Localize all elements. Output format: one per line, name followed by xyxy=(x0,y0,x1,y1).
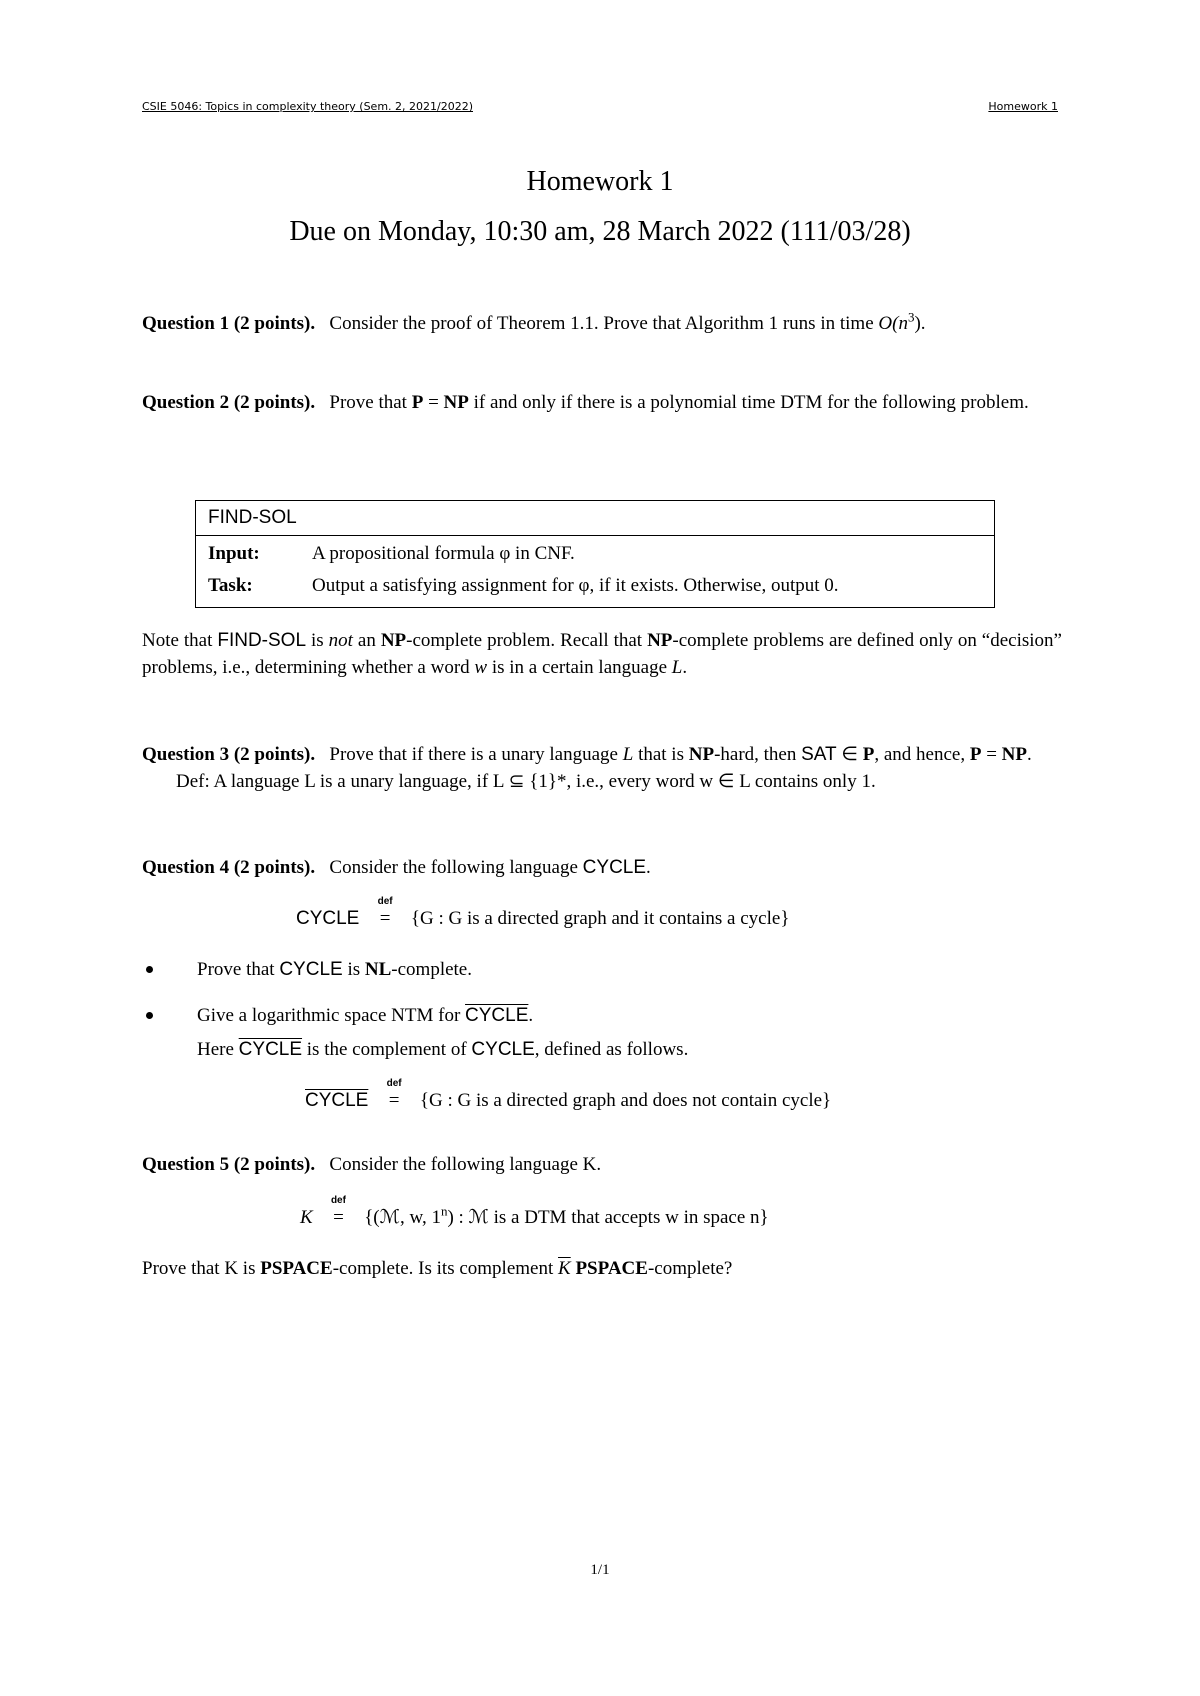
k-def-rhs: {(ℳ, w, 1 xyxy=(364,1207,441,1228)
class-np: NP xyxy=(443,392,469,413)
question-4 xyxy=(142,854,1062,881)
q3-L: L xyxy=(622,744,634,765)
question-4-heading: Question 4 (2 points). xyxy=(142,857,316,878)
q3-np: NP xyxy=(688,744,715,765)
question-1 xyxy=(142,310,1062,337)
q5-prove-text: -complete. Is its complement xyxy=(332,1258,559,1279)
k-def-exp: n xyxy=(440,1203,448,1219)
running-header xyxy=(142,100,1058,118)
question-3 xyxy=(142,741,1062,795)
q3-text: ∈ xyxy=(836,744,863,765)
header-course: CSIE 5046: Topics in complexity theory (Sem. 2, 2021/2022) xyxy=(142,100,473,113)
note-text: is xyxy=(306,630,329,651)
def-label: def xyxy=(386,1078,402,1089)
question-1-end: ). xyxy=(914,313,926,334)
note-np: NP xyxy=(380,630,407,651)
q3-definition: Def: A language L is a unary language, if L ⊆ {1}*, i.e., every word w ∈ L contains only 1. xyxy=(176,771,876,792)
note-text: is in a certain language xyxy=(487,657,672,678)
note-L: L xyxy=(671,657,683,678)
note-not: not xyxy=(328,630,353,651)
def-equals-symbol: def = xyxy=(383,1090,405,1112)
question-1-exp: 3 xyxy=(907,309,915,325)
find-sol-name: FIND-SOL xyxy=(208,507,297,528)
bullet-dot-icon xyxy=(146,966,153,973)
question-2 xyxy=(142,389,1062,416)
note-findsol: FIND-SOL xyxy=(217,630,307,651)
input-text: A propositional formula φ in CNF. xyxy=(312,543,575,564)
note-np: NP xyxy=(647,630,673,651)
def-equals-symbol: def = xyxy=(374,908,396,930)
cycle-complement-lhs: CYCLE xyxy=(305,1090,369,1111)
question-2-text-end: if and only if there is a polynomial time DTM for the following problem. xyxy=(468,392,1029,413)
note-text: an xyxy=(352,630,381,651)
note-text: -complete problems are defined only on “decision” problems, i.e., determining whether a word xyxy=(142,630,1062,678)
cycle-def-lhs: CYCLE xyxy=(296,908,360,929)
q3-p: P xyxy=(969,744,982,765)
bullet-text: Give a logarithmic space NTM for CYCLE. xyxy=(197,1005,534,1026)
bullet-text: Here CYCLE is the complement of CYCLE, defined as follows. xyxy=(197,1039,689,1060)
note-text: Note that xyxy=(142,630,218,651)
question-5-prove xyxy=(142,1255,1062,1282)
def-equals-symbol: def = xyxy=(327,1207,349,1229)
note-paragraph xyxy=(142,627,1062,681)
question-5 xyxy=(142,1151,1062,1178)
task-text: Output a satisfying assignment for φ, if it exists. Otherwise, output 0. xyxy=(312,575,839,596)
bullet-text: Prove that CYCLE is NL-complete. xyxy=(197,959,472,980)
find-sol-header xyxy=(196,501,994,536)
q4-cycle: CYCLE xyxy=(582,857,647,878)
q5-kbar: $\overline{K}$ xyxy=(558,1258,571,1279)
note-w: w xyxy=(474,657,488,678)
note-text: . xyxy=(682,657,688,678)
q3-p: P xyxy=(862,744,875,765)
q4-text: Consider the following language xyxy=(329,857,583,878)
k-def-lhs: K xyxy=(300,1207,313,1228)
q5-text: Consider the following language K. xyxy=(329,1154,602,1175)
page-title: Homework 1 xyxy=(526,166,674,197)
input-label: Input: xyxy=(208,543,260,564)
def-label: def xyxy=(330,1195,346,1206)
class-p: P xyxy=(411,392,424,413)
due-date: Due on Monday, 10:30 am, 28 March 2022 (111/03/28) xyxy=(289,216,911,247)
q3-text: . xyxy=(1026,744,1032,765)
q3-text: -hard, then xyxy=(714,744,802,765)
bullet-dot-icon xyxy=(146,1012,153,1019)
q5-pspace: PSPACE xyxy=(260,1258,333,1279)
question-1-math: O(n xyxy=(878,313,908,334)
q5-pspace: PSPACE xyxy=(575,1258,648,1279)
page-number: 1/1 xyxy=(590,1562,610,1578)
cycle-def-rhs: {G : G is a directed graph and it contains a cycle} xyxy=(410,908,790,929)
task-label: Task: xyxy=(208,575,253,596)
q4-text: . xyxy=(646,857,651,878)
q3-text: that is xyxy=(633,744,689,765)
note-text: -complete problem. Recall that xyxy=(406,630,648,651)
q3-text: = xyxy=(981,744,1002,765)
question-2-text: Prove that xyxy=(329,392,412,413)
k-def-rhs-end: ) : ℳ is a DTM that accepts w in space n} xyxy=(447,1207,769,1228)
q3-sat: SAT xyxy=(801,744,837,765)
cycle-complement-rhs: {G : G is a directed graph and does not contain cycle} xyxy=(419,1090,832,1111)
q3-np: NP xyxy=(1001,744,1027,765)
def-label: def xyxy=(377,896,393,907)
question-2-heading: Question 2 (2 points). xyxy=(142,392,316,413)
question-1-heading: Question 1 (2 points). xyxy=(142,313,316,334)
question-3-heading: Question 3 (2 points). xyxy=(142,744,316,765)
question-5-heading: Question 5 (2 points). xyxy=(142,1154,316,1175)
question-1-text: Consider the proof of Theorem 1.1. Prove that Algorithm 1 runs in time xyxy=(329,313,879,334)
q5-prove-text: -complete? xyxy=(647,1258,733,1279)
q3-text: Prove that if there is a unary language xyxy=(329,744,623,765)
header-homework: Homework 1 xyxy=(988,100,1058,113)
equals: = xyxy=(423,392,444,413)
q5-prove-text: Prove that K is xyxy=(142,1258,261,1279)
q3-text: , and hence, xyxy=(874,744,970,765)
find-sol-problem-box xyxy=(195,500,995,608)
